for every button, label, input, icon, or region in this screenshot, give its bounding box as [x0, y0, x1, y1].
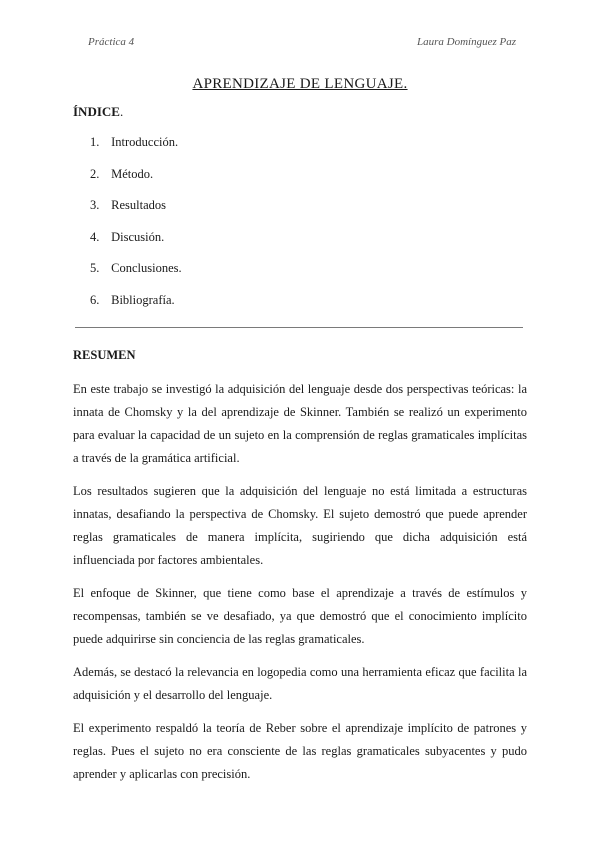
toc-item-number: 6. [90, 292, 100, 307]
header-left: Práctica 4 [88, 36, 135, 48]
toc-item [90, 166, 182, 198]
header-right: Laura Domínguez Paz [416, 36, 516, 48]
toc-item [90, 292, 182, 324]
toc-item [90, 134, 182, 166]
resumen-body [73, 378, 527, 796]
page-title: APRENDIZAJE DE LENGUAJE. [192, 76, 408, 92]
toc-item-number: 5. [90, 261, 100, 275]
toc-item-number: 1. [90, 135, 100, 149]
index-heading-dot: . [119, 104, 124, 119]
table-of-contents [90, 134, 182, 323]
toc-item [90, 260, 182, 292]
toc-item-label: Introducción. [111, 135, 179, 149]
toc-item [90, 229, 182, 261]
index-heading-text: ÍNDICE [73, 104, 120, 119]
toc-item-label: Resultados [111, 198, 166, 212]
toc-item-label: Discusión. [111, 229, 165, 244]
resumen-paragraph: El enfoque de Skinner, que tiene como base el aprendizaje a través de estímulos y recompensas, también se ve desafiado, ya que demostró que el conocimiento implícito puede adquirirse sin conciencia de las reglas gramaticales. [73, 586, 527, 646]
toc-item-number: 4. [90, 229, 100, 244]
toc-item-number: 3. [90, 198, 100, 212]
toc-item-label: Conclusiones. [111, 261, 182, 275]
resumen-paragraph: Además, se destacó la relevancia en logopedia como una herramienta eficaz que facilita la adquisición y el desarrollo del lenguaje. [73, 665, 527, 702]
resumen-heading: RESUMEN [73, 348, 136, 362]
resumen-paragraph: En este trabajo se investigó la adquisición del lenguaje desde dos perspectivas teóricas: la innata de Chomsky y la del aprendizaje de Skinner. También se realizó un experimento para evaluar la capacidad de un sujeto en la comprensión de reglas gramaticales implícitas a través de la gramática artificial. [73, 382, 527, 465]
horizontal-divider [75, 327, 523, 328]
toc-item [90, 197, 182, 229]
toc-item-label: Método. [111, 166, 154, 181]
toc-item-label: Bibliografía. [111, 292, 175, 307]
resumen-paragraph: El experimento respaldó la teoría de Reber sobre el aprendizaje implícito de patrones y reglas. Pues el sujeto no era consciente de las reglas gramaticales subyacentes y pudo aprender y aplicarlas con precisión. [73, 721, 527, 781]
resumen-paragraph: Los resultados sugieren que la adquisición del lenguaje no está limitada a estructuras innatas, desafiando la perspectiva de Chomsky. El sujeto demostró que puede aprender reglas gramaticales de manera implícita, sugiriendo que dicha adquisición está influenciada por factores ambientales. [73, 484, 527, 567]
index-heading [73, 104, 123, 120]
toc-item-number: 2. [90, 166, 100, 181]
